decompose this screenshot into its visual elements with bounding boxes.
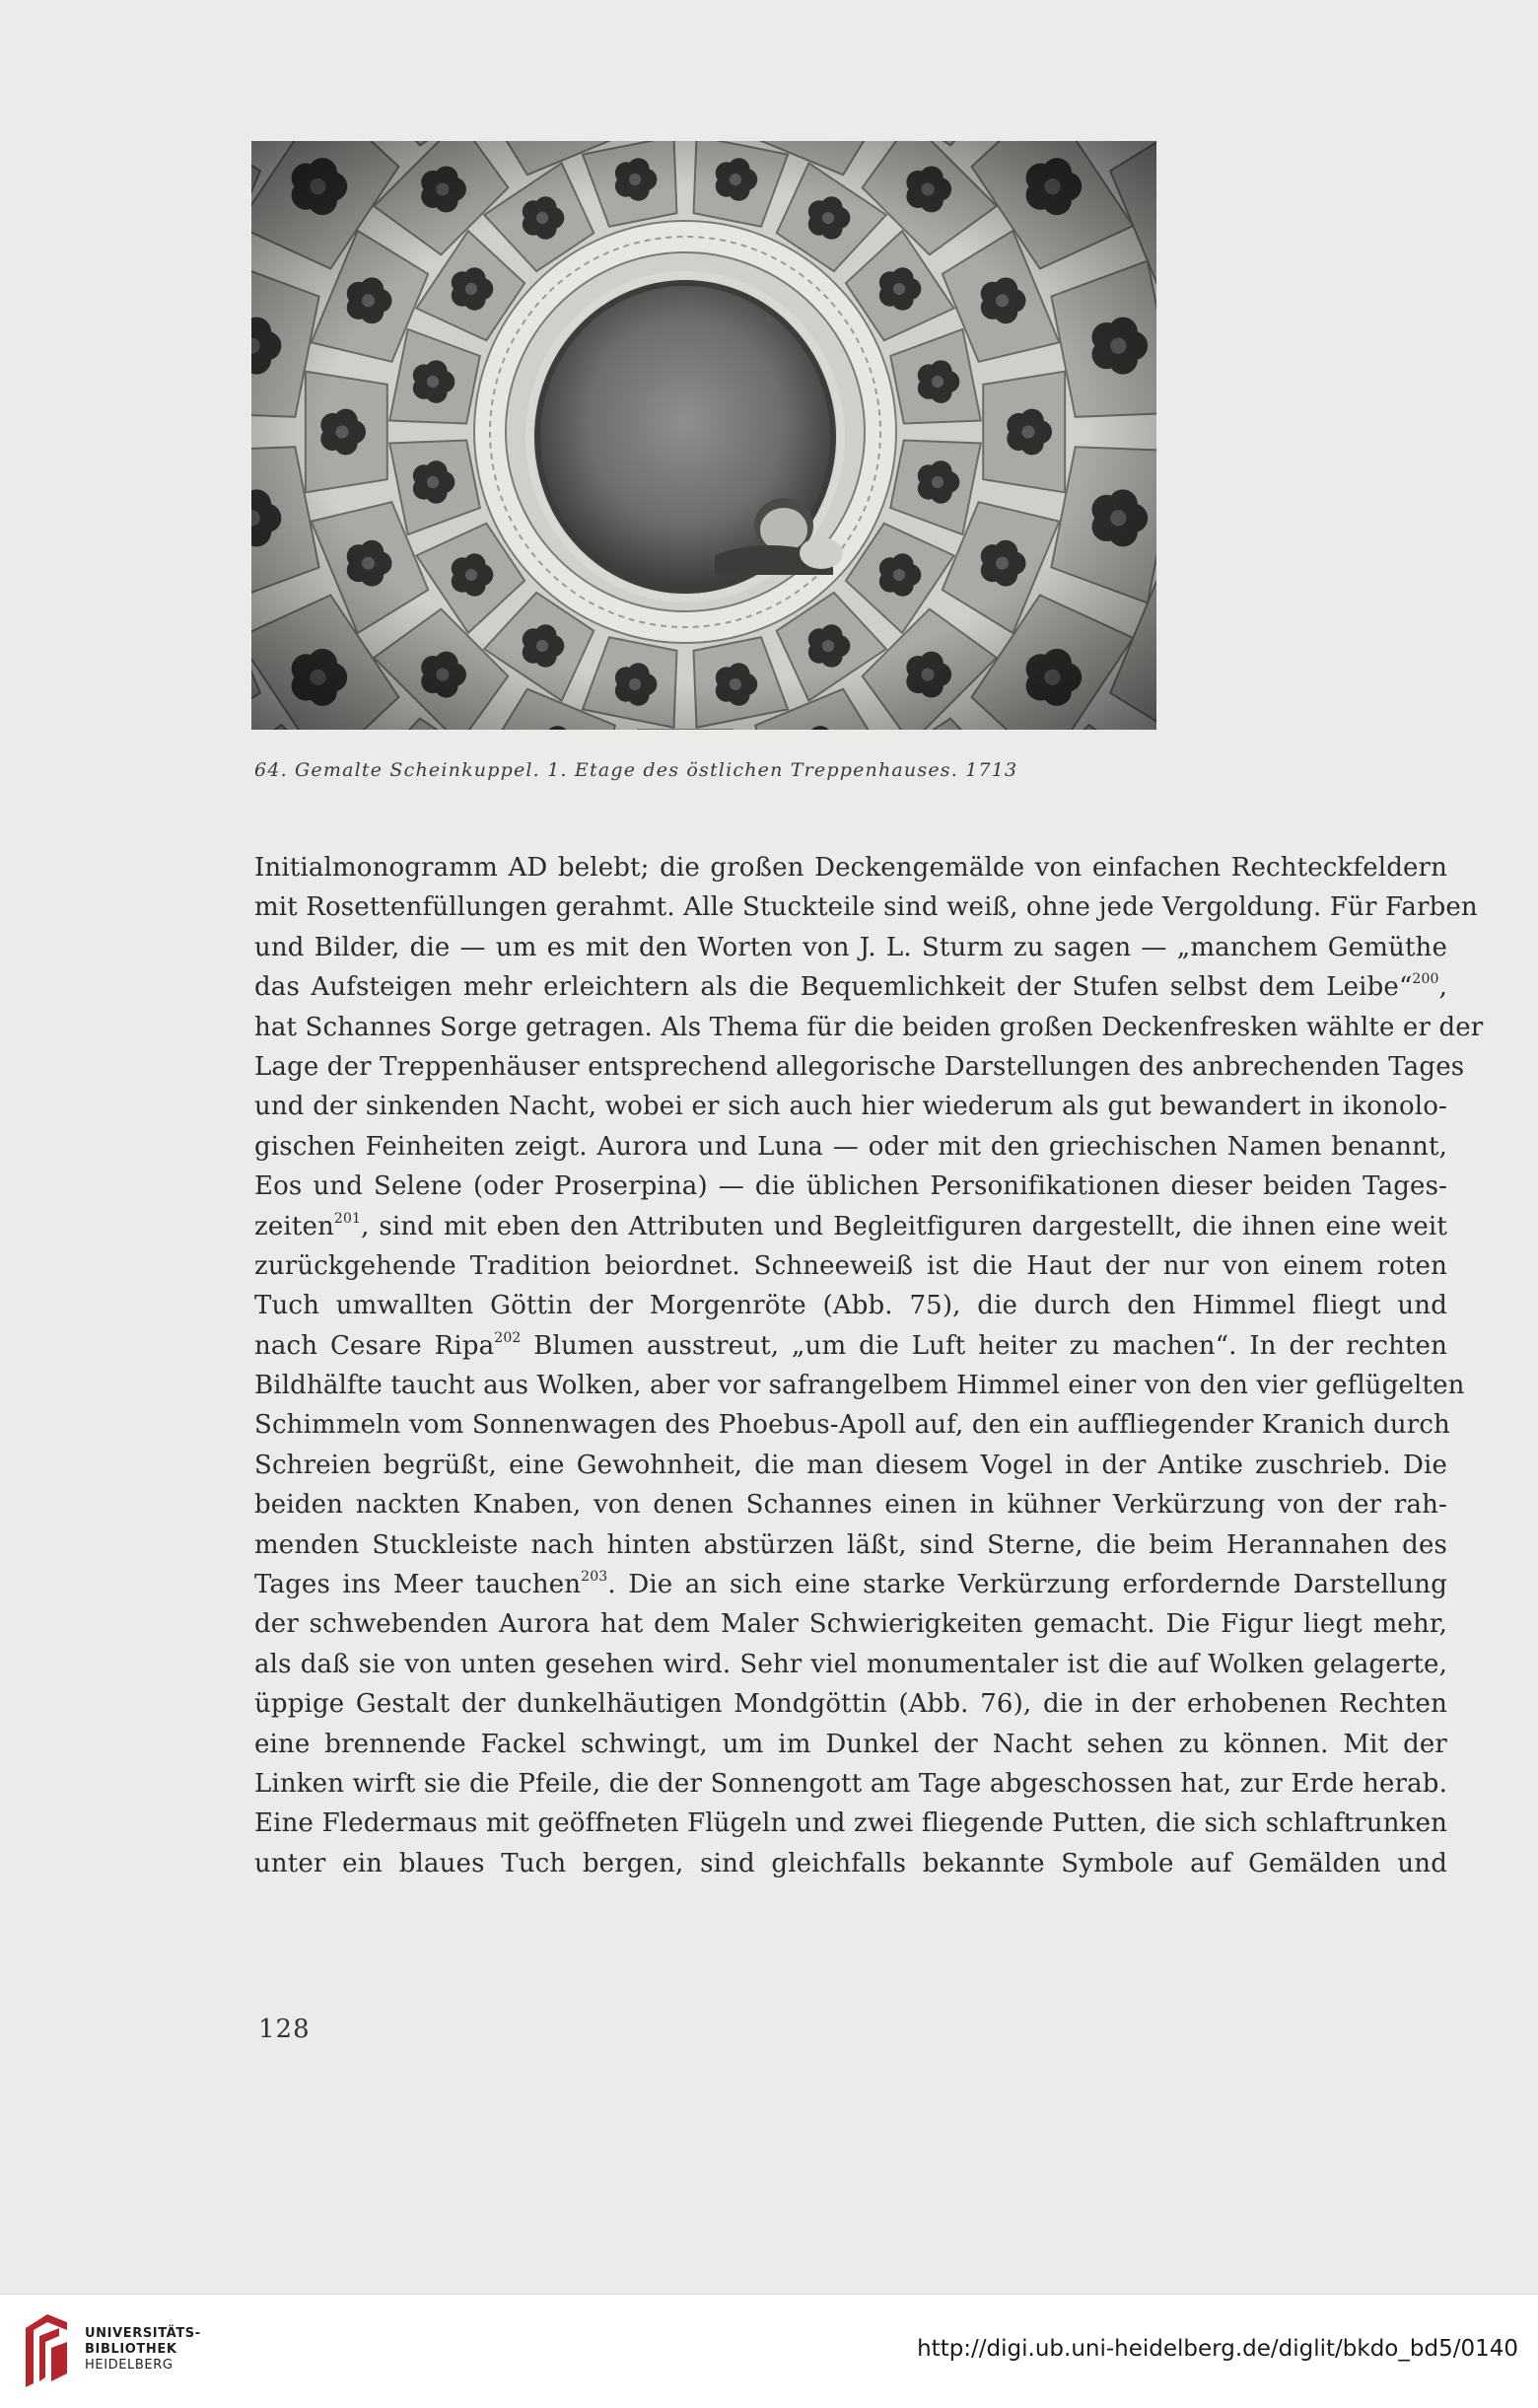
text-line: Initialmonogramm AD belebt; die großen Deckengemälde von einfachen Rechteckfeldern bbox=[254, 853, 1447, 883]
text-line: mit Rosettenfüllungen gerahmt. Alle Stuckteile sind weiß, ohne jede Vergoldung. Für Farben bbox=[254, 892, 1478, 923]
text-line: gischen Feinheiten zeigt. Aurora und Luna — oder mit den griechischen Namen benannt, bbox=[254, 1131, 1447, 1162]
text-line: Schreien begrüßt, eine Gewohnheit, die man diesem Vogel in der Antike zuschrieb. Die bbox=[254, 1450, 1447, 1480]
page-number: 128 bbox=[258, 2015, 311, 2044]
text-line: Tages ins Meer tauchen$^{203}$. Die an sich eine starke Verkürzung erfordernde Darstellung bbox=[254, 1569, 1447, 1600]
text-line: Bildhälfte taucht aus Wolken, aber vor safrangelbem Himmel einer von den vier geflügelten bbox=[254, 1371, 1465, 1401]
painted-dome-image bbox=[251, 141, 1156, 730]
body-text bbox=[254, 848, 1484, 1883]
text-line: und der sinkenden Nacht, wobei er sich auch hier wiederum als gut bewandert in ikonolo- bbox=[254, 1092, 1447, 1122]
text-line: und Bilder, die — um es mit den Worten von J. L. Sturm zu sagen — „manchem Gemüthe bbox=[254, 932, 1447, 962]
text-line: Linken wirft sie die Pfeile, die der Sonnengott am Tage abgeschossen hat, zur Erde herab. bbox=[254, 1768, 1447, 1799]
footnote-reference: 202 bbox=[494, 1329, 522, 1346]
ceiling-photograph bbox=[251, 141, 1156, 730]
text-line: Lage der Treppenhäuser entsprechend allegorische Darstellungen des anbrechenden Tages bbox=[254, 1051, 1465, 1082]
text-line: Tuch umwallten Göttin der Morgenröte (Abb. 75), die durch den Himmel fliegt und bbox=[254, 1291, 1447, 1321]
footnote-reference: 200 bbox=[1412, 971, 1439, 988]
figure-caption: 64. Gemalte Scheinkuppel. 1. Etage des östlichen Treppenhauses. 1713 bbox=[254, 759, 1018, 781]
text-line: Eine Fledermaus mit geöffneten Flügeln und zwei fliegende Putten, die sich schlaftrunken bbox=[254, 1808, 1447, 1839]
text-line: Schimmeln vom Sonnenwagen des Phoebus-Apoll auf, den ein auffliegender Kranich durch bbox=[254, 1410, 1450, 1441]
text-line: menden Stuckleiste nach hinten abstürzen läßt, sind Sterne, die beim Herannahen des bbox=[254, 1529, 1447, 1560]
digital-library-footer bbox=[0, 2294, 1538, 2408]
source-url-link[interactable]: http://digi.ub.uni-heidelberg.de/diglit/bkdo_bd5/0140 bbox=[917, 2336, 1518, 2362]
text-line: der schwebenden Aurora hat dem Maler Schwierigkeiten gemacht. Die Figur liegt mehr, bbox=[254, 1609, 1447, 1640]
text-line: als daß sie von unten gesehen wird. Sehr viel monumentaler ist die auf Wolken gelagerte, bbox=[254, 1649, 1447, 1679]
text-line: eine brennende Fackel schwingt, um im Dunkel der Nacht sehen zu können. Mit der bbox=[254, 1729, 1447, 1759]
text-line: nach Cesare Ripa$^{202}$ Blumen ausstreut, „um die Luft heiter zu machen“. In der rechten bbox=[254, 1329, 1447, 1361]
footnote-reference: 203 bbox=[581, 1569, 608, 1586]
library-logo-icon bbox=[18, 2308, 77, 2393]
text-line: das Aufsteigen mehr erleichtern als die Bequemlichkeit der Stufen selbst dem Leibe“$^{200}$, bbox=[254, 971, 1447, 1003]
text-line: zurückgehende Tradition beiordnet. Schneeweiß ist die Haut der nur von einem roten bbox=[254, 1250, 1447, 1281]
text-line: hat Schannes Sorge getragen. Als Thema für die beiden großen Deckenfresken wählte er der bbox=[254, 1012, 1484, 1042]
text-line: unter ein blaues Tuch bergen, sind gleichfalls bekannte Symbole auf Gemälden und bbox=[254, 1848, 1447, 1878]
footnote-reference: 201 bbox=[333, 1210, 362, 1227]
library-name: UNIVERSITÄTS- BIBLIOTHEK HEIDELBERG bbox=[85, 2326, 201, 2373]
text-line: üppige Gestalt der dunkelhäutigen Mondgöttin (Abb. 76), die in der erhobenen Rechten bbox=[254, 1689, 1447, 1720]
text-line: Eos und Selene (oder Proserpina) — die üblichen Personifikationen dieser beiden Tages- bbox=[254, 1171, 1447, 1202]
text-line: beiden nackten Knaben, von denen Schannes einen in kühner Verkürzung von der rah- bbox=[254, 1490, 1447, 1521]
text-line: zeiten$^{201}$, sind mit eben den Attributen und Begleitfiguren dargestellt, die ihnen eine weit bbox=[254, 1210, 1447, 1241]
